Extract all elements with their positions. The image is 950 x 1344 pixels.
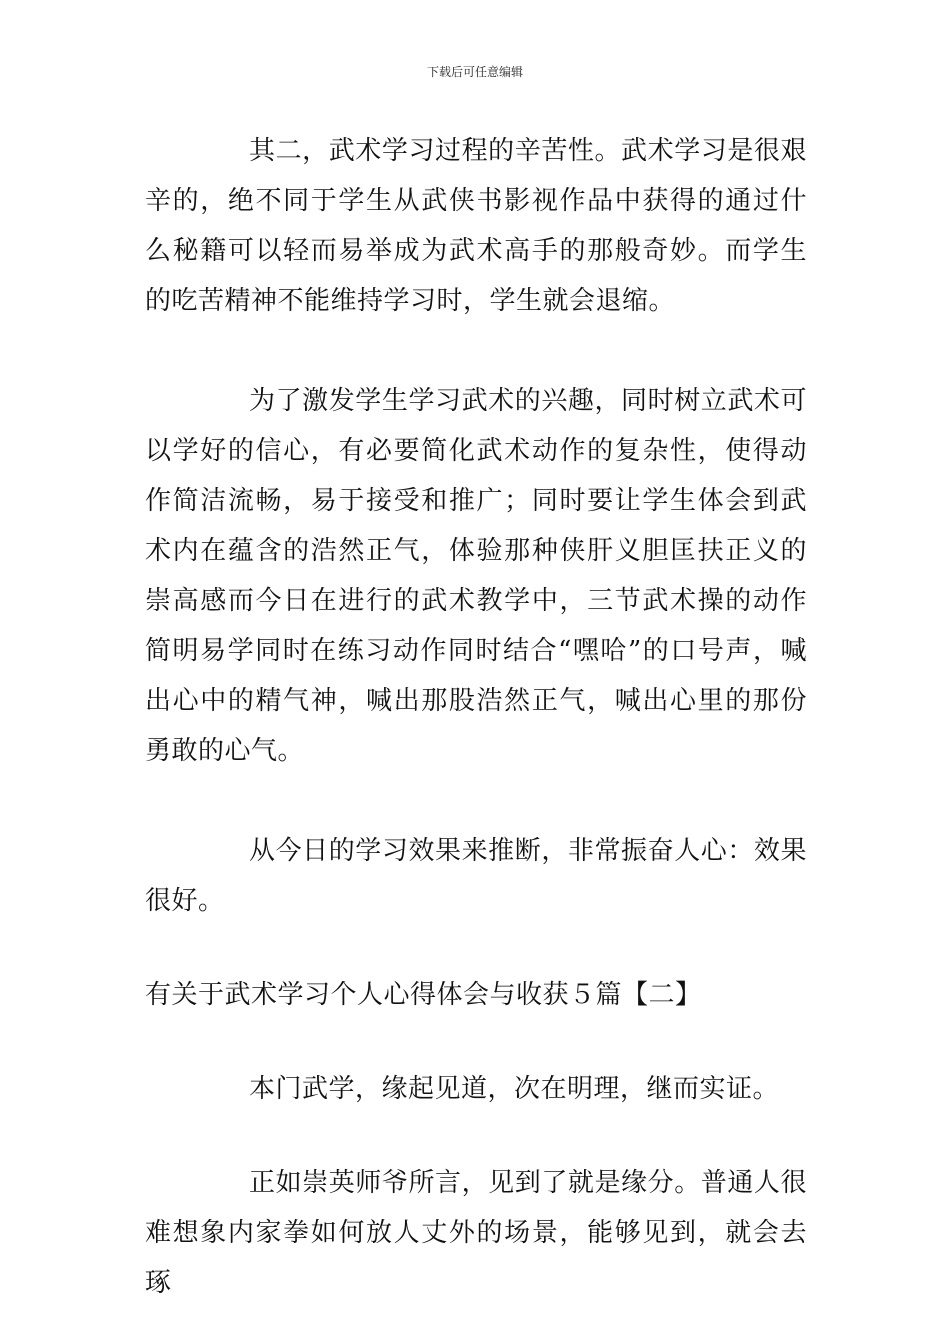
paragraph: 其二，武术学习过程的辛苦性。武术学习是很艰辛的，绝不同于学生从武侠书影视作品中获得的通过什么秘籍可以轻而易举成为武术高手的那般奇妙。而学生的吃苦精神不能维持学习时，学生就会退缩。 bbox=[145, 136, 807, 316]
paragraph-gap bbox=[145, 776, 807, 826]
paragraph-gap bbox=[145, 1020, 807, 1064]
page-header-note: 下载后可任意编辑 bbox=[426, 65, 523, 79]
section-heading: 有关于武术学习个人心得体会与收获５篇【二】 bbox=[145, 980, 702, 1010]
paragraph: 本门武学，缘起见道，次在明理，继而实证。 bbox=[249, 1074, 780, 1104]
paragraph: 为了激发学生学习武术的兴趣，同时树立武术可以学好的信心，有必要简化武术动作的复杂性，使得动作简洁流畅，易于接受和推广；同时要让学生体会到武术内在蕴含的浩然正气，体验那种侠肝义胆匡扶正义的崇高感而今日在进行的武术教学中，三节武术操的动作简明易学同时在练习动作同时结合“嘿哈”的口号声，喊出心中的精气神，喊出那股浩然正气，喊出心里的那份勇敢的心气。 bbox=[145, 386, 807, 766]
paragraph-gap bbox=[145, 326, 807, 376]
paragraph: 从今日的学习效果来推断，非常振奋人心：效果很好。 bbox=[145, 836, 807, 916]
document-body bbox=[145, 126, 807, 1308]
paragraph-gap bbox=[145, 926, 807, 970]
paragraph: 正如崇英师爷所言，见到了就是缘分。普通人很难想象内家拳如何放人丈外的场景，能够见到，就会去琢 bbox=[145, 1168, 807, 1298]
paragraph-gap bbox=[145, 1114, 807, 1158]
